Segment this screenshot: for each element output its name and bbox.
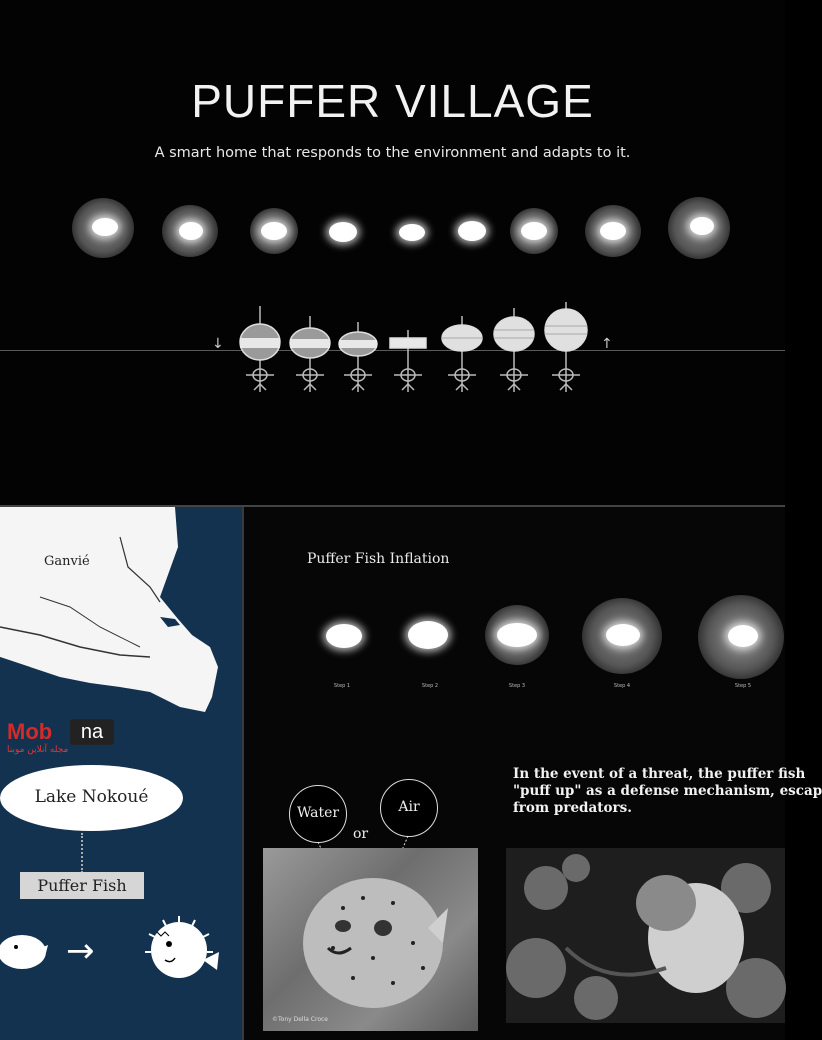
water-up-arrow: ↑ (601, 336, 613, 352)
lake-label: Lake Nokoué (34, 787, 149, 807)
step-label-4: Step 4 (613, 683, 631, 689)
step-label-1: Step 1 (333, 683, 351, 689)
step-label-3: Step 3 (508, 683, 526, 689)
page-title: PUFFER VILLAGE (191, 75, 594, 127)
inflation-title: Puffer Fish Inflation (307, 551, 450, 567)
water-bubble-label: Water (296, 805, 340, 821)
watermark-tagline: مجله آنلاین موبنا (7, 745, 69, 755)
page-subtitle: A smart home that responds to the environment and adapts to it. (154, 145, 631, 161)
predator-photo (506, 848, 785, 1023)
water-down-arrow: ↓ (212, 336, 224, 352)
step-label-2: Step 2 (421, 683, 439, 689)
threat-line-1: In the event of a threat, the puffer fish (513, 766, 806, 782)
map-place-label: Ganvié (44, 554, 90, 569)
watermark-brand-left: Mob (7, 719, 53, 744)
photo-credit: ©Tony Della Croce (272, 1016, 328, 1023)
air-bubble-label: Air (398, 799, 420, 815)
threat-line-3: from predators. (513, 800, 632, 816)
step-label-5: Step 5 (734, 683, 752, 689)
watermark-brand-right: na (70, 719, 114, 745)
transform-arrow: → (66, 931, 95, 971)
threat-line-2: "puff up" as a defense mechanism, escap (513, 783, 822, 799)
fish-label: Puffer Fish (37, 876, 127, 895)
or-label: or (353, 826, 369, 842)
puffer-fish-photo (263, 848, 478, 1031)
